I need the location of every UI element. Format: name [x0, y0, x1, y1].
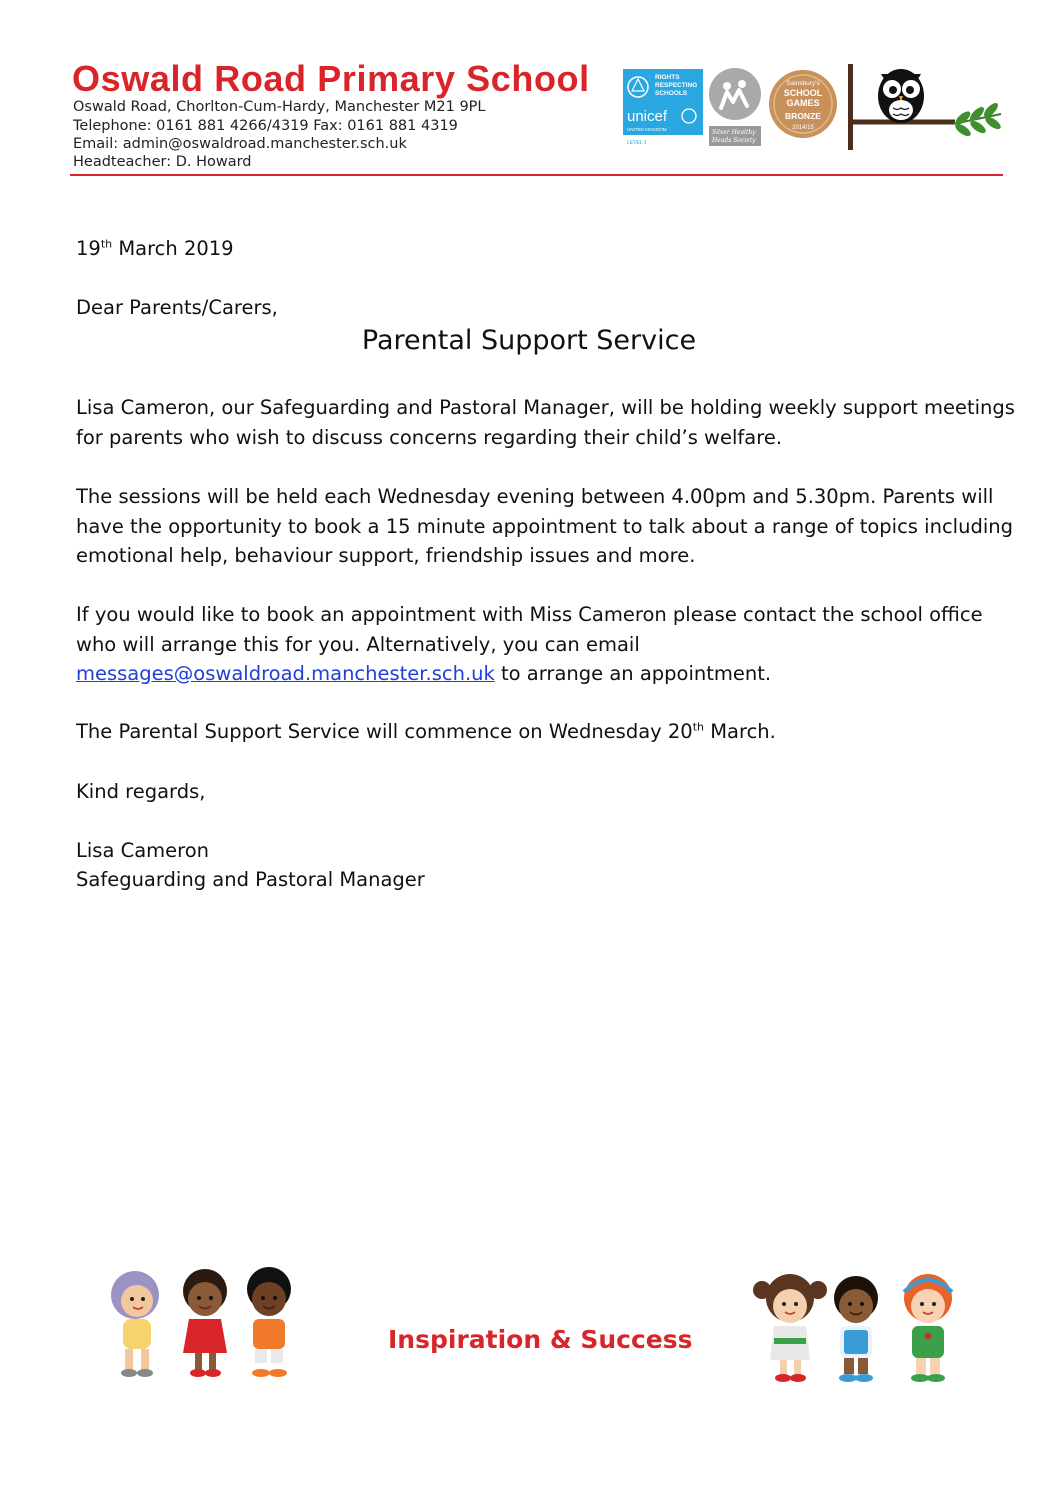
activemark-caption1: Silver Healthy — [712, 129, 756, 136]
rrs-line1: RIGHTS — [655, 74, 680, 81]
games-level: BRONZE — [785, 111, 821, 121]
unicef-rights-logo — [623, 69, 703, 147]
unicef-wordmark: unicef — [627, 108, 668, 125]
salutation: Dear Parents/Carers, — [76, 296, 278, 319]
email-tail: to arrange an appointment. — [494, 662, 772, 685]
paragraph-line — [76, 659, 996, 689]
letter-date: 19th March 2019 — [76, 237, 234, 260]
paragraph-line: Lisa Cameron, our Safeguarding and Pastoral Manager, will be holding weekly support meetings — [76, 396, 1015, 419]
games-line3: GAMES — [786, 98, 820, 108]
rrs-line2: RESPECTING — [655, 82, 698, 89]
school-motto: Inspiration & Success — [388, 1325, 693, 1354]
letter-title: Parental Support Service — [361, 325, 697, 356]
paragraph-line: have the opportunity to book a 15 minute appointment to talk about a range of topics including — [76, 514, 1013, 538]
school-games-logo — [768, 69, 838, 139]
paragraph-line: for parents who wish to discuss concerns regarding their child’s welfare. — [76, 425, 783, 449]
games-line2: SCHOOL — [783, 88, 823, 98]
paragraph-line: who will arrange this for you. Alternatively, you can email — [76, 632, 640, 656]
children-illustration-left — [97, 1265, 312, 1387]
signature-title: Safeguarding and Pastoral Manager — [76, 868, 425, 891]
rrs-line3: SCHOOLS — [655, 90, 688, 97]
rights-respecting-badge — [623, 69, 703, 147]
school-telephone: Telephone: 0161 881 4266/4319 Fax: 0161 881 4319 — [73, 118, 458, 134]
unicef-sub: UNITED KINGDOM — [627, 127, 667, 132]
paragraph-line: emotional help, behaviour support, friendship issues and more. — [76, 544, 696, 567]
headteacher: Headteacher: D. Howard — [73, 154, 252, 170]
school-name: Oswald Road Primary School — [72, 58, 590, 99]
games-line1: Sainsbury's — [786, 80, 820, 87]
healthy-schools-badge — [707, 68, 763, 146]
activemark-logo — [707, 68, 763, 146]
email-link[interactable]: messages@oswaldroad.manchester.sch.uk — [76, 662, 495, 685]
paragraph-intro — [76, 393, 1015, 452]
school-email: Email: admin@oswaldroad.manchester.sch.uk — [73, 136, 407, 152]
header-divider — [70, 174, 1003, 176]
school-address: Oswald Road, Chorlton-Cum-Hardy, Manchester M21 9PL — [73, 99, 486, 115]
paragraph-booking — [76, 600, 996, 689]
paragraph-line: If you would like to book an appointment with Miss Cameron please contact the school office — [76, 603, 983, 626]
games-year: 2014/15 — [792, 125, 814, 131]
closing: Kind regards, — [76, 780, 206, 803]
children-cartoon-icon — [97, 1265, 312, 1383]
activemark-caption2: Heads Society — [712, 137, 756, 144]
children-illustration-right — [748, 1268, 968, 1392]
rrs-level: LEVEL 1 — [627, 140, 647, 146]
paragraph-sessions — [76, 482, 1013, 571]
owl-branch-icon — [845, 62, 1005, 154]
commence-notice: The Parental Support Service will commence on Wednesday 20th March. — [76, 720, 776, 743]
paragraph-line: The sessions will be held each Wednesday evening between 4.00pm and 5.30pm. Parents will — [76, 485, 994, 508]
owl-logo — [845, 62, 1005, 154]
children-cartoon-icon — [748, 1268, 968, 1388]
school-games-badge — [768, 69, 838, 139]
signature-name: Lisa Cameron — [76, 839, 210, 862]
